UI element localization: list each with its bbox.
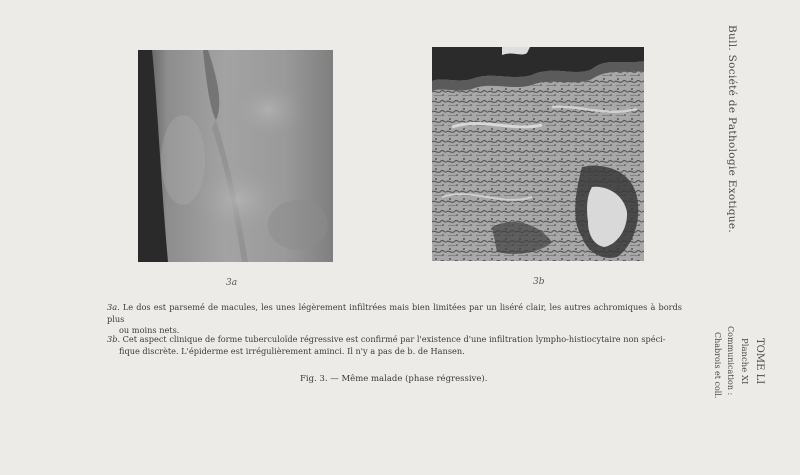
tome-label: TOME LI [754,338,765,385]
journal-title: Bull. Société de Pathologie Exotique. [726,25,738,233]
histology-micrograph-icon [432,47,644,261]
figure-3a-label: 3a [226,278,238,288]
authors-label: Chabrois et coll. [713,332,722,399]
plate-label: Planche XI [739,338,749,385]
figure-3b-photo [432,47,644,261]
caption-3b-label: 3b. [107,334,121,344]
back-skin-photo-icon [138,50,333,262]
figure-title: Fig. 3. — Même malade (phase régressive). [300,374,488,384]
caption-3b-text-line2: fique discrète. L'épiderme est irrégulièrement aminci. Il n'y a pas de b. de Hansen. [119,345,465,356]
caption-3b [107,334,682,357]
caption-3a-text-line2: ou moins nets. [119,325,180,335]
caption-3a-label: 3a. [107,302,120,312]
caption-3b-text-line1: Cet aspect clinique de forme tuberculoïde régressive est confirmé par l'existence d'une infiltration lympho-histiocytaire non spéci- [122,334,666,344]
communication-label: Communication : [726,326,735,396]
figure-3a-photo [138,50,333,262]
figure-3b-label: 3b [533,277,545,287]
caption-3a-text-line1: Le dos est parsemé de macules, les unes légèrement infiltrées mais bien limitées par un liséré clair, les autres achromiques à bords plus [107,302,682,324]
caption-3a [107,302,682,337]
